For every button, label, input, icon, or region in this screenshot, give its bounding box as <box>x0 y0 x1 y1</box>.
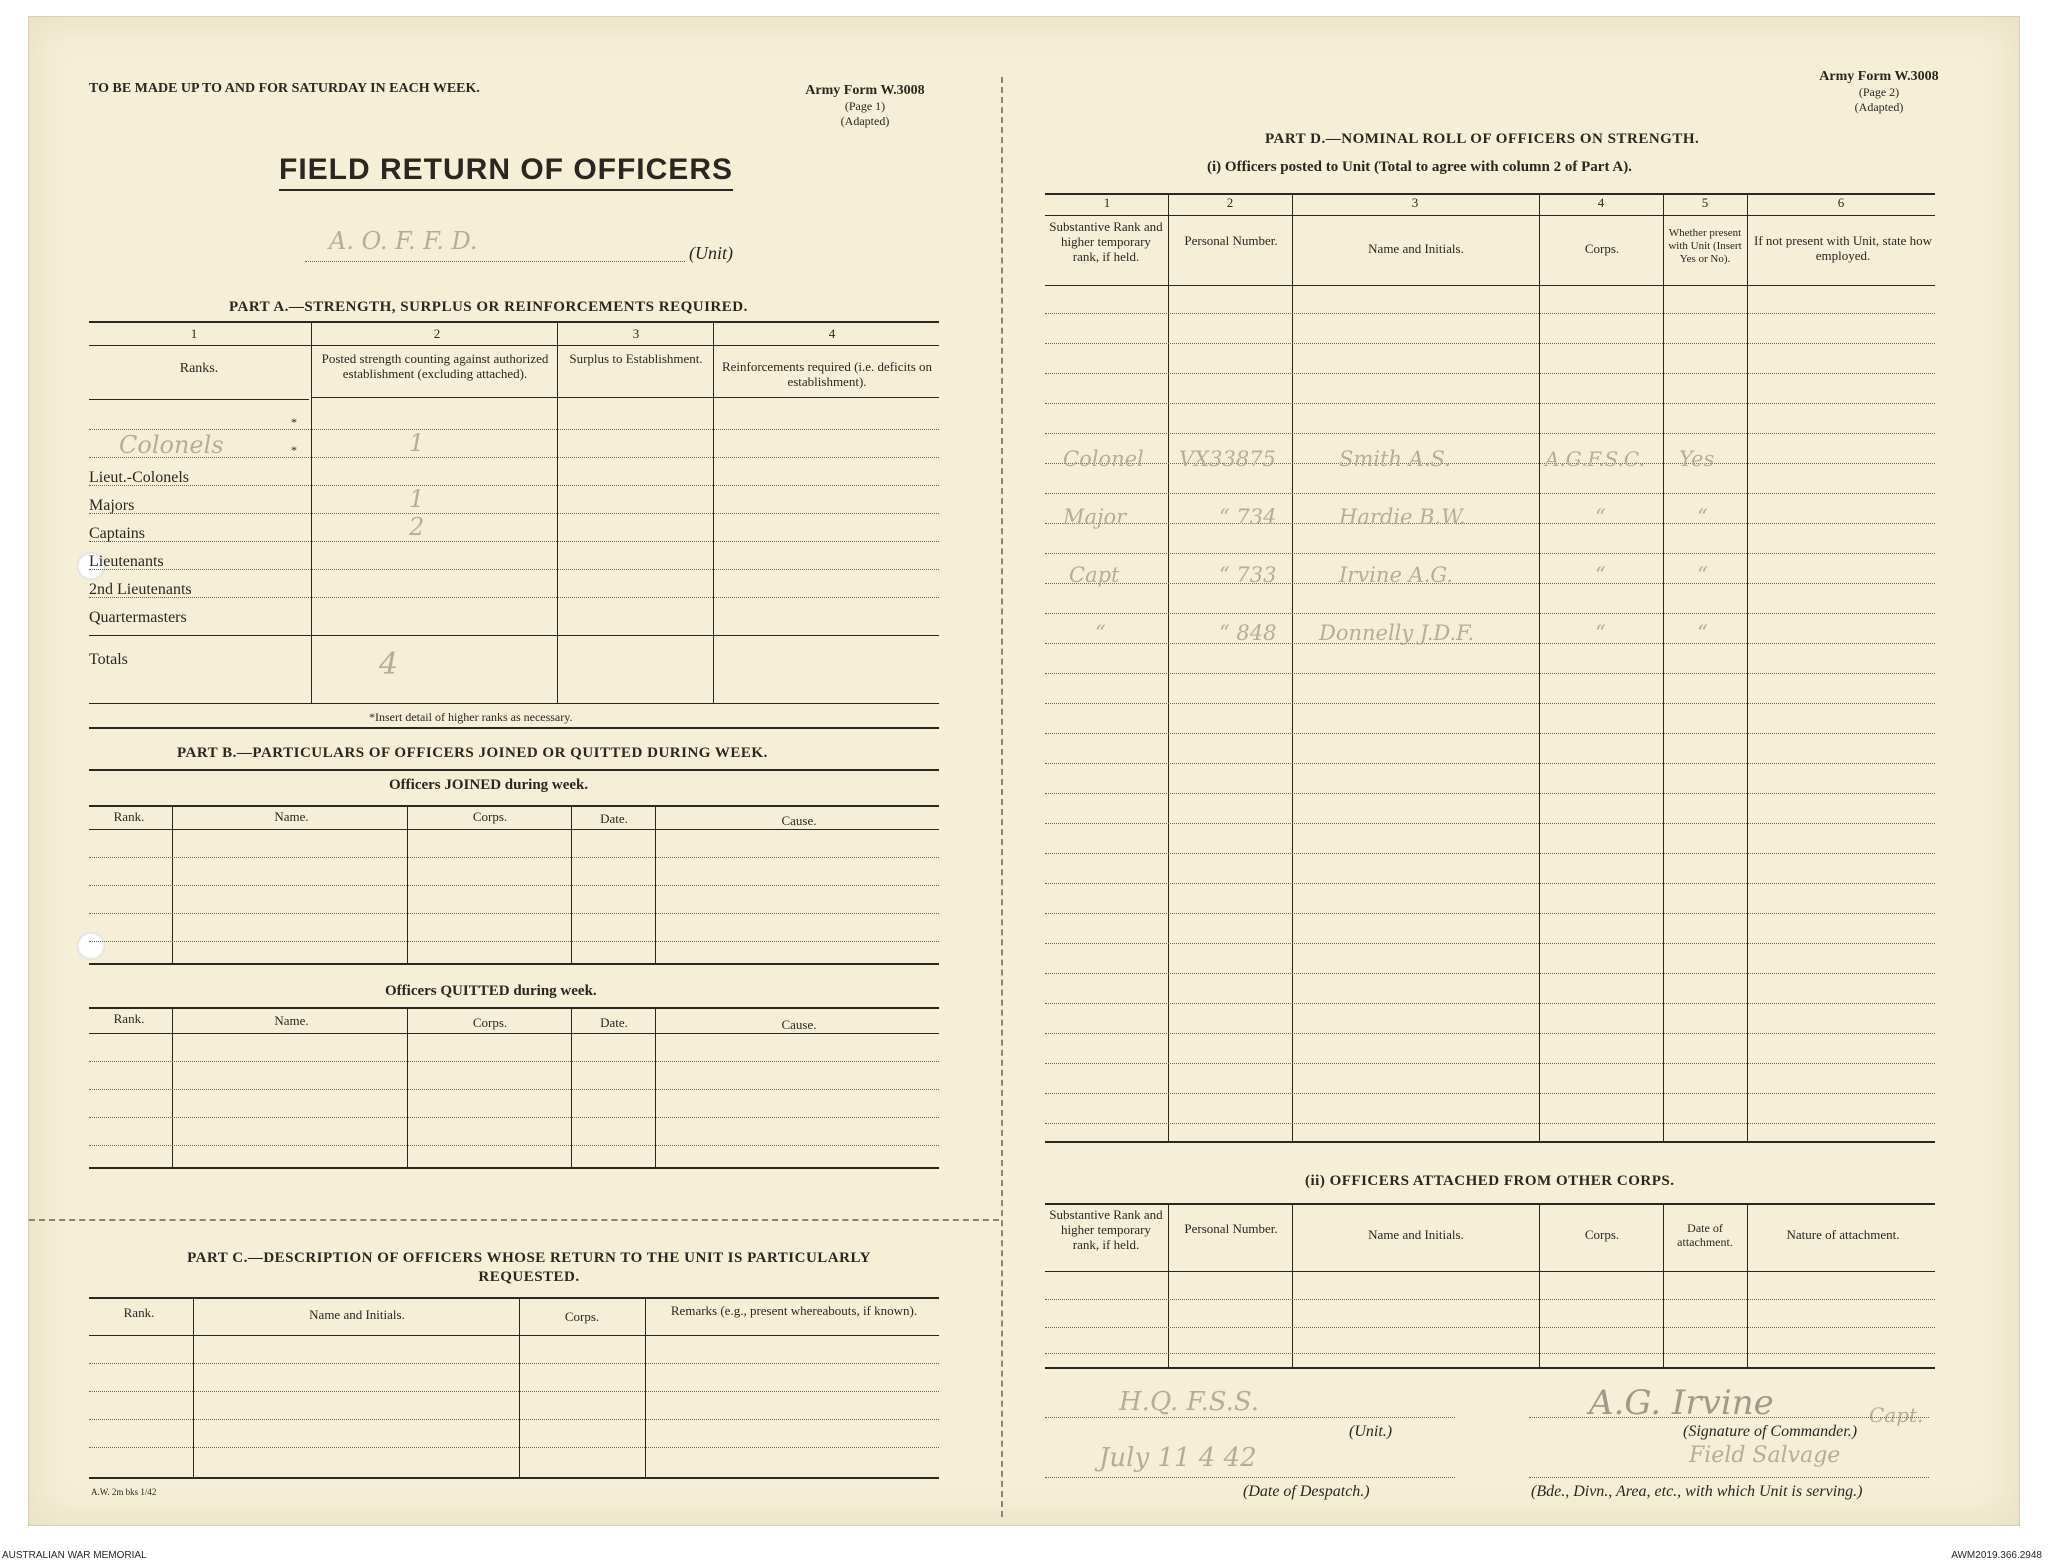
quitted-col-corps: Corps. <box>472 1015 508 1030</box>
part-a-col-1: 1 <box>190 326 198 341</box>
joined-col-date: Date. <box>600 811 628 826</box>
part-c-title-line2: REQUESTED. <box>478 1269 580 1285</box>
part-c-col-rank: Rank. <box>123 1305 155 1320</box>
rank-quartermasters: Quartermasters <box>89 609 187 626</box>
joined-title: Officers JOINED during week. <box>389 777 589 793</box>
part-c-col-remarks: Remarks (e.g., present whereabouts, if known). <box>670 1303 918 1318</box>
page2-form-ref <box>1779 69 1979 115</box>
adapted-label-2: (Adapted) <box>1854 100 1904 114</box>
row1-rank: Colonel <box>1063 447 1144 471</box>
joined-col-rank: Rank. <box>113 809 145 824</box>
row4-number: “ 848 <box>1219 621 1277 645</box>
part-a-title: PART A.—STRENGTH, SURPLUS OR REINFORCEMENTS REQUIRED. <box>229 299 748 315</box>
quitted-col-date: Date. <box>600 1015 628 1030</box>
row1-present: Yes <box>1679 447 1715 471</box>
row4-present: “ <box>1697 621 1708 645</box>
row3-name: Irvine A.G. <box>1339 563 1454 587</box>
attached-header-corps: Corps. <box>1584 1227 1620 1242</box>
page-title: FIELD RETURN OF OFFICERS <box>279 153 733 191</box>
part-c-title-line1: PART C.—DESCRIPTION OF OFFICERS WHOSE RETURN TO THE UNIT IS PARTICULARLY <box>187 1250 871 1266</box>
page-label: (Page 1) <box>844 99 886 113</box>
hw-colonels-posted: 1 <box>409 429 425 457</box>
ranks-header: Ranks. <box>179 361 219 376</box>
joined-col-cause: Cause. <box>781 813 817 828</box>
form-number-2: Army Form W.3008 <box>1819 69 1939 84</box>
row2-rank: Major <box>1063 505 1127 529</box>
part-d-col-4: 4 <box>1597 195 1605 210</box>
attached-header-number: Personal Number. <box>1184 1221 1278 1236</box>
print-code: A.W. 2m bks 1/42 <box>91 1487 157 1497</box>
bde-hw: Field Salvage <box>1689 1443 1841 1468</box>
bde-label: (Bde., Divn., Area, etc., with which Unit is serving.) <box>1531 1483 1863 1500</box>
page1-form-ref <box>765 83 965 129</box>
rank-2nd-lieutenants: 2nd Lieutenants <box>89 581 192 598</box>
part-c-cut-line <box>29 1219 999 1221</box>
attached-header-date: Date of attachment. <box>1677 1221 1733 1249</box>
part-d-header-number: Personal Number. <box>1184 233 1278 248</box>
hw-majors-posted: 1 <box>409 485 425 513</box>
part-d-header-corps: Corps. <box>1584 241 1620 256</box>
row3-number: “ 733 <box>1219 563 1277 587</box>
hw-colonels-rank: Colonels <box>119 431 224 459</box>
row3-rank: Capt <box>1069 563 1120 587</box>
part-c-title <box>119 1249 939 1287</box>
joined-col-corps: Corps. <box>472 809 508 824</box>
part-d-header-name: Name and Initials. <box>1368 241 1464 256</box>
row3-corps: “ <box>1595 563 1606 587</box>
archive-credit: AUSTRALIAN WAR MEMORIAL <box>2 1550 147 1561</box>
form-sheet <box>28 16 2020 1526</box>
hw-totals-posted: 4 <box>379 647 399 682</box>
row4-name: Donnelly J.D.F. <box>1319 621 1475 645</box>
adapted-label: (Adapted) <box>840 114 890 128</box>
row2-corps: “ <box>1595 505 1606 529</box>
posted-strength-header: Posted strength counting against authorized establishment (excluding attached). <box>321 351 549 381</box>
row2-name: Hardie B.W. <box>1339 505 1466 529</box>
part-d-subtitle: (i) Officers posted to Unit (Total to agree with column 2 of Part A). <box>1207 159 1632 175</box>
row1-name: Smith A.S. <box>1339 447 1451 471</box>
part-d-col-6: 6 <box>1837 195 1845 210</box>
part-d-col-2: 2 <box>1226 195 1234 210</box>
signature-rank-hw: Capt. <box>1869 1403 1924 1427</box>
part-c-col-name: Name and Initials. <box>309 1307 405 1322</box>
punch-hole-bottom <box>77 932 105 960</box>
joined-col-name: Name. <box>274 809 309 824</box>
part-a-col-2: 2 <box>433 326 441 341</box>
unit-hw-footer: H.Q. F.S.S. <box>1119 1387 1260 1417</box>
reinforcements-header: Reinforcements required (i.e. deficits on establishment). <box>721 359 933 389</box>
page-label-2: (Page 2) <box>1858 85 1900 99</box>
fold-line <box>1001 77 1003 1517</box>
attached-header-rank: Substantive Rank and higher temporary rank, if held. <box>1049 1207 1163 1252</box>
part-c-col-corps: Corps. <box>564 1309 600 1324</box>
attached-header-name: Name and Initials. <box>1368 1227 1464 1242</box>
rank-lieutenants: Lieutenants <box>89 553 164 570</box>
part-a-footnote: *Insert detail of higher ranks as necessary. <box>369 710 573 724</box>
row4-corps: “ <box>1595 621 1606 645</box>
signature-label: (Signature of Commander.) <box>1683 1423 1858 1440</box>
surplus-header: Surplus to Establishment. <box>569 351 703 366</box>
part-d-header-employed: If not present with Unit, state how employed. <box>1754 233 1932 263</box>
quitted-col-rank: Rank. <box>113 1011 145 1026</box>
quitted-title: Officers QUITTED during week. <box>385 983 597 999</box>
commander-signature: A.G. Irvine <box>1589 1383 1774 1423</box>
unit-handwritten: A. O. F. F. D. <box>329 227 478 255</box>
part-d-col-5: 5 <box>1701 195 1709 210</box>
row1-corps: A.G.F.S.C. <box>1545 447 1645 471</box>
part-d-header-rank: Substantive Rank and higher temporary rank, if held. <box>1049 219 1163 264</box>
row2-present: “ <box>1697 505 1708 529</box>
form-number: Army Form W.3008 <box>805 83 925 98</box>
part-d-col-1: 1 <box>1103 195 1111 210</box>
star-mark-2: * <box>291 443 297 457</box>
hw-captains-posted: 2 <box>409 513 425 541</box>
archive-id: AWM2019.366.2948 <box>1951 1550 2042 1561</box>
part-d-title: PART D.—NOMINAL ROLL OF OFFICERS ON STRENGTH. <box>1265 131 1700 147</box>
star-mark-1: * <box>291 415 297 429</box>
part-a-col-4: 4 <box>828 326 836 341</box>
totals-label: Totals <box>89 651 128 668</box>
quitted-col-cause: Cause. <box>781 1017 817 1032</box>
rank-lieut-colonels: Lieut.-Colonels <box>89 469 189 486</box>
despatch-hw: July 11 4 42 <box>1099 1443 1257 1473</box>
part-a-col-3: 3 <box>632 326 640 341</box>
attached-title: (ii) OFFICERS ATTACHED FROM OTHER CORPS. <box>1305 1173 1675 1189</box>
part-d-header-present: Whether present with Unit (Insert Yes or No). <box>1668 227 1742 265</box>
attached-header-nature: Nature of attachment. <box>1786 1227 1900 1242</box>
despatch-label: (Date of Despatch.) <box>1243 1483 1370 1500</box>
unit-label-footer: (Unit.) <box>1349 1423 1393 1440</box>
weekly-instruction: TO BE MADE UP TO AND FOR SATURDAY IN EACH WEEK. <box>89 81 480 96</box>
row4-rank: “ <box>1095 621 1106 645</box>
quitted-col-name: Name. <box>274 1013 309 1028</box>
row2-number: “ 734 <box>1219 505 1277 529</box>
row1-number: VX33875 <box>1179 447 1276 471</box>
rank-majors: Majors <box>89 497 135 514</box>
part-d-col-3: 3 <box>1411 195 1419 210</box>
rank-captains: Captains <box>89 525 145 542</box>
part-b-title: PART B.—PARTICULARS OF OFFICERS JOINED OR QUITTED DURING WEEK. <box>177 745 768 761</box>
row3-present: “ <box>1697 563 1708 587</box>
unit-label: (Unit) <box>689 243 733 263</box>
